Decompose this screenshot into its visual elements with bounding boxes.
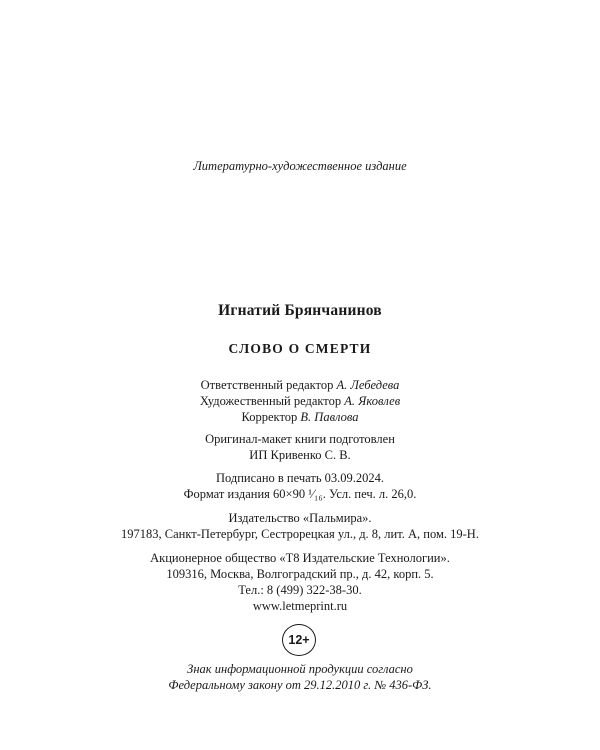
- print-info-line-2: Формат издания 60×90 ¹⁄₁₆. Усл. печ. л. 26,0.: [183, 487, 417, 501]
- age-note-block: [0, 661, 600, 693]
- editor-name: А. Лебедева: [336, 378, 400, 392]
- editor-label: Ответственный редактор: [200, 378, 337, 392]
- printer-line-3: Тел.: 8 (499) 322-38-30.: [238, 583, 362, 597]
- proofreader-line: [0, 409, 600, 425]
- printer-block: [0, 550, 600, 614]
- author-name: Игнатий Брянчанинов: [218, 302, 382, 319]
- age-note-line-1: Знак информационной продукции согласно: [187, 662, 413, 676]
- publisher-line-1: Издательство «Пальмира».: [228, 511, 372, 525]
- series-note: Литературно-художественное издание: [193, 159, 407, 173]
- printer-line-2: 109316, Москва, Волгоградский пр., д. 42, корп. 5.: [166, 567, 434, 581]
- art-editor-name: А. Яковлев: [344, 394, 401, 408]
- book-title: СЛОВО О СМЕРТИ: [228, 341, 372, 356]
- age-rating-badge: 12+: [282, 624, 316, 656]
- publisher-block: [0, 510, 600, 542]
- layout-note-line-2: ИП Кривенко С. В.: [249, 448, 351, 462]
- editor-line: [0, 377, 600, 393]
- credits-block: [0, 377, 600, 425]
- proofreader-name: В. Павлова: [300, 410, 359, 424]
- printer-line-1: Акционерное общество «Т8 Издательские Технологии».: [150, 551, 450, 565]
- age-note-line-2: Федеральному закону от 29.12.2010 г. № 436-ФЗ.: [168, 678, 432, 692]
- publisher-line-2: 197183, Санкт-Петербург, Сестрорецкая ул., д. 8, лит. А, пом. 19-Н.: [121, 527, 479, 541]
- proofreader-label: Корректор: [241, 410, 301, 424]
- art-editor-line: [0, 393, 600, 409]
- print-info-line-1: Подписано в печать 03.09.2024.: [215, 471, 385, 485]
- art-editor-label: Художественный редактор: [199, 394, 345, 408]
- layout-note-block: [0, 431, 600, 463]
- print-info-block: [0, 470, 600, 502]
- layout-note-line-1: Оригинал-макет книги подготовлен: [205, 432, 395, 446]
- printer-website: www.letmeprint.ru: [252, 599, 348, 613]
